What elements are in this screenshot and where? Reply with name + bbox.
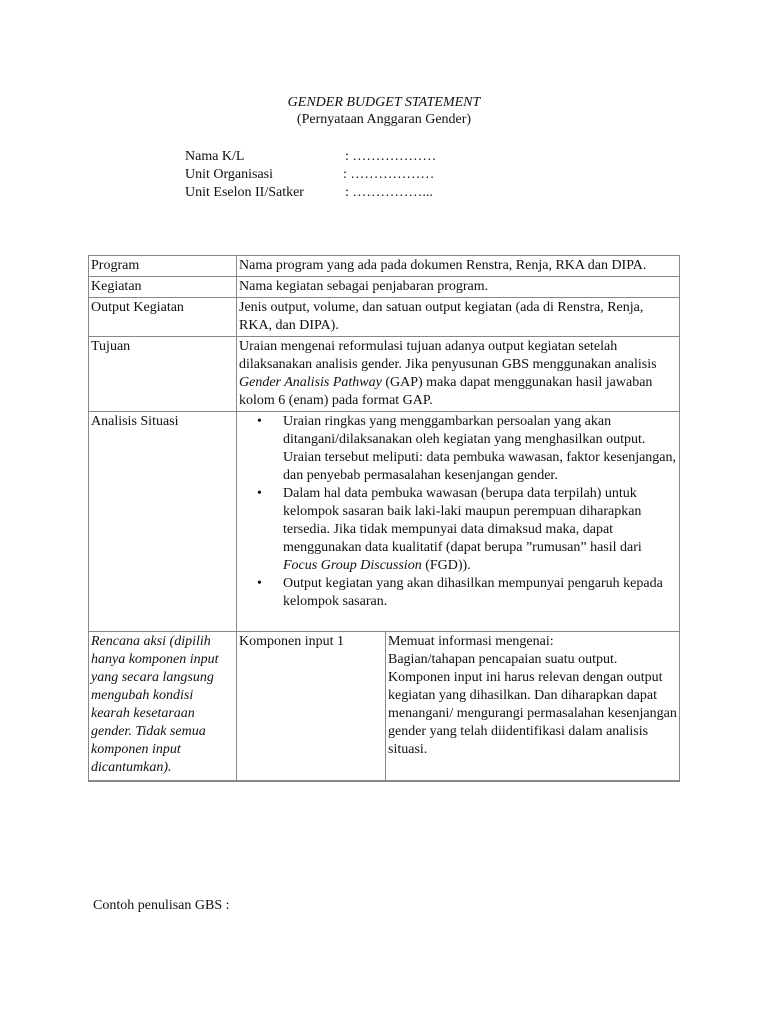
- rencana-inner-table: [237, 632, 679, 780]
- row-label: Rencana aksi (dipilih hanya komponen input yang secara langsung mengubah kondisi kearah kesetaraan gender. Tidak semua komponen input dicantumkan).: [89, 632, 237, 782]
- desc-body: Bagian/tahapan pencapaian suatu output. Komponen input ini harus relevan dengan output kegiatan yang dihasilkan. Dan diharapkan dapat menangani/ mengurangi permasalahan kesenjangan gender yang telah diidentifikasi dalam analisis situasi.: [388, 652, 677, 757]
- list-item: • Uraian ringkas yang menggambarkan persoalan yang akan ditangani/dilaksanakan oleh kegiatan yang menghasilkan output. Uraian tersebut meliputi: data pembuka wawasan, faktor kesenjangan, dan penyebab permasalahan kesenjangan gender.: [283, 413, 677, 485]
- komponen-input-label: Komponen input 1: [237, 632, 386, 780]
- table-row-output-kegiatan: [89, 298, 680, 337]
- document-title: GENDER BUDGET STATEMENT: [287, 95, 481, 110]
- analisis-bullet-list: [239, 413, 677, 611]
- tujuan-italic-term: Gender Analisis Pathway: [239, 375, 382, 390]
- row-content: Nama program yang ada pada dokumen Renstra, Renja, RKA dan DIPA.: [237, 256, 680, 277]
- table-row-tujuan: [89, 337, 680, 412]
- meta-row-unit-eselon: [185, 184, 485, 202]
- row-content: Nama kegiatan sebagai penjabaran program.: [237, 277, 680, 298]
- row-content: [237, 412, 680, 632]
- table-row-rencana-aksi: [89, 632, 680, 782]
- meta-label: Unit Eselon II/Satker: [185, 185, 304, 200]
- desc-heading: Memuat informasi mengenai:: [388, 634, 554, 649]
- meta-value: : ……………...: [345, 185, 433, 200]
- meta-row-unit-organisasi: [185, 166, 485, 184]
- tujuan-text-end: (GAP) maka dapat menggunakan hasil jawaban kolom 6 (enam) pada format GAP.: [239, 375, 653, 408]
- document-subtitle: (Pernyataan Anggaran Gender): [296, 112, 472, 127]
- identity-fields: [185, 148, 485, 202]
- meta-value: : ………………: [345, 149, 437, 164]
- row-content: [237, 337, 680, 412]
- inner-row: [237, 632, 679, 780]
- bullet-text: Dalam hal data pembuka wawasan (berupa data terpilah) untuk kelompok sasaran baik laki-laki maupun perempuan diharapkan tersedia. Jika tidak mempunyai data dimaksud maka, dapat menggunakan data kualitatif (dapat berupa ”rumusan” hasil dari: [283, 486, 642, 555]
- meta-value: : ………………: [343, 167, 435, 182]
- table-row-kegiatan: [89, 277, 680, 298]
- table-row-program: [89, 256, 680, 277]
- bullet-text-end: (FGD)).: [421, 558, 471, 573]
- gbs-table: [88, 255, 680, 782]
- tujuan-text: Uraian mengenai reformulasi tujuan adanya output kegiatan setelah dilaksanakan analisis gender. Jika penyusunan GBS menggunakan analisis: [239, 339, 657, 372]
- list-item: • Output kegiatan yang akan dihasilkan mempunyai pengaruh kepada kelompok sasaran.: [283, 575, 677, 611]
- row-label: Analisis Situasi: [89, 412, 237, 632]
- row-content: Jenis output, volume, dan satuan output kegiatan (ada di Renstra, Renja, RKA, dan DIPA).: [237, 298, 680, 337]
- contoh-heading: Contoh penulisan GBS :: [93, 898, 230, 913]
- row-label: Kegiatan: [89, 277, 237, 298]
- table-row-analisis-situasi: [89, 412, 680, 632]
- meta-label: Unit Organisasi: [185, 167, 274, 182]
- bullet-italic-term: Focus Group Discussion: [283, 558, 422, 573]
- row-label: Program: [89, 256, 237, 277]
- row-content: [237, 632, 680, 782]
- row-label: Output Kegiatan: [89, 298, 237, 337]
- komponen-description: [386, 632, 680, 780]
- meta-row-nama-kl: [185, 148, 485, 166]
- row-label: Tujuan: [89, 337, 237, 412]
- meta-label: Nama K/L: [185, 149, 245, 164]
- list-item: [283, 485, 677, 575]
